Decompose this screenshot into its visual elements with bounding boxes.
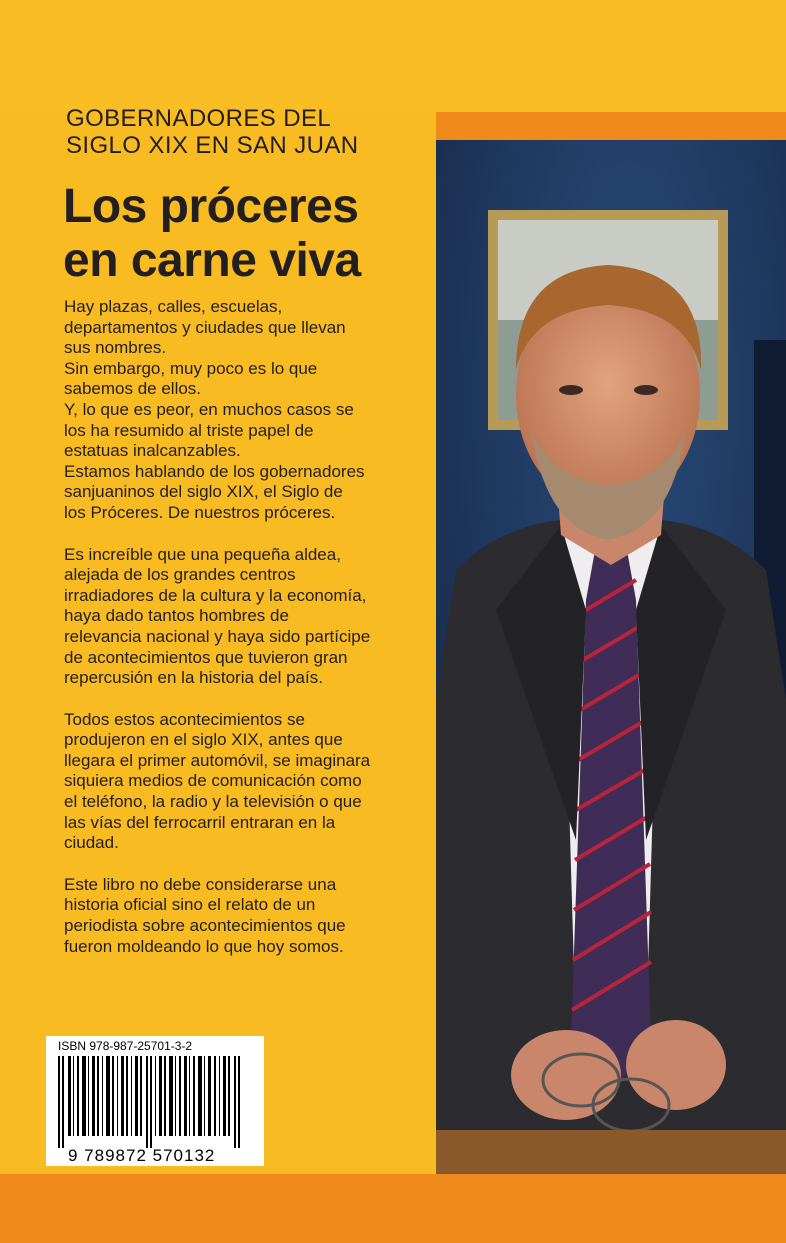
book-subtitle: GOBERNADORES DEL SIGLO XIX EN SAN JUAN (66, 105, 359, 159)
barcode-digits: 9 789872 570132 (68, 1146, 216, 1165)
orange-band-top (436, 112, 786, 140)
isbn-number: ISBN 978-987-25701-3-2 (58, 1039, 193, 1053)
blurb-paragraph: Es increíble que una pequeña aldea, alejada de los grandes centros irradiadores de la cultura y la economía, haya dado tantos hombres de relevancia nacional y haya sido partícipe de acontecimientos que tuvieron gran repercusión en la historia del país. (64, 544, 371, 688)
orange-band-bottom (0, 1174, 786, 1243)
blurb-paragraph: Este libro no debe considerarse una historia oficial sino el relato de un periodista sobre acontecimientos que fueron moldeando lo que hoy somos. (64, 874, 346, 956)
author-photo (436, 140, 786, 1174)
barcode-icon (56, 1056, 256, 1148)
back-cover-blurb (64, 297, 432, 978)
top-strip (0, 0, 786, 112)
blurb-paragraph: Hay plazas, calles, escuelas, departamentos y ciudades que llevan sus nombres. Sin embargo, muy poco es lo que sabemos de ellos. Y, lo que es peor, en muchos casos se los ha resumido al triste papel de estatuas inalcanzables. Estamos hablando de los gobernadores sanjuaninos del siglo XIX, el Siglo de los Próceres. De nuestros próceres. (64, 297, 365, 522)
isbn-barcode (46, 1036, 264, 1166)
blurb-paragraph: Todos estos acontecimientos se produjeron en el siglo XIX, antes que llegara el primer automóvil, se imaginara siquiera medios de comunicación como el teléfono, la radio y la televisión o que las vías del ferrocarril entraran en la ciudad. (64, 709, 371, 853)
book-title: Los próceres en carne viva (63, 180, 361, 287)
